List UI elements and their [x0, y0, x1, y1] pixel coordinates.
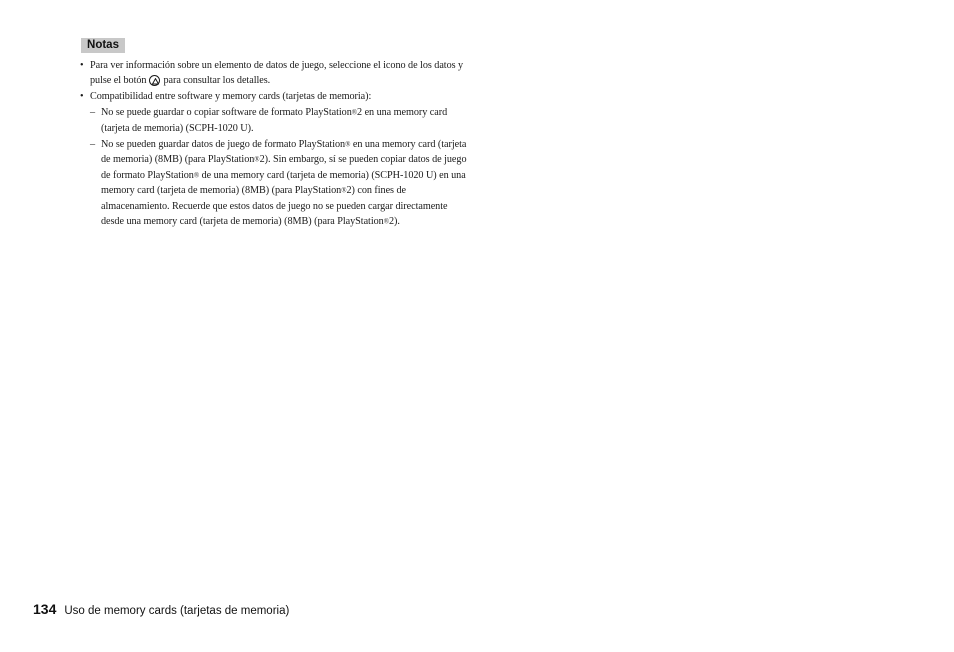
sub-text: 2). Sin embargo, sí se pueden copiar datos de juego de formato PlayStation [101, 154, 467, 181]
sub-text: No se puede guardar o copiar software de formato PlayStation [101, 107, 352, 118]
registered-mark: ® [193, 171, 200, 179]
bullet: • [80, 60, 84, 71]
registered-mark: ® [345, 140, 351, 148]
note-item-1 [80, 58, 472, 88]
note-text: Compatibilidad entre software y memory cards (tarjetas de memoria): [90, 91, 372, 102]
sub-text: de una memory card (tarjeta de memoria) (SCPH-1020 U) en una memory card (tarjeta de memoria) (8MB) (para PlayStation [101, 169, 466, 196]
dash: – [90, 107, 96, 118]
registered-mark: ® [341, 186, 347, 195]
bullet: • [80, 91, 84, 102]
notes-body [80, 58, 472, 229]
registered-mark: ® [351, 108, 358, 117]
registered-mark: ® [254, 155, 260, 164]
page-footer [33, 601, 289, 619]
dash: – [90, 138, 96, 150]
notes-heading: Notas [81, 38, 125, 53]
sub-text: en una memory card (tarjeta de memoria) (8MB) (para PlayStation [101, 138, 467, 165]
note-text: Para ver información sobre un elemento de datos de juego, seleccione el icono de los datos y pulse el botón [90, 60, 464, 86]
note-text-after: para consultar los detalles. [163, 75, 271, 86]
sub-item-1 [80, 105, 472, 136]
sub-text: 2 en una memory card (tarjeta de memoria) (SCPH-1020 U). [101, 107, 448, 134]
sub-text: 2) con fines de almacenamiento. Recuerde que estos datos de juego no se pueden cargar directamente desde una memory card (tarjeta de memoria) (8MB) (para PlayStation [101, 185, 448, 227]
note-item-2 [80, 89, 472, 104]
page-number: 134 [33, 601, 57, 617]
registered-mark: ® [383, 217, 389, 225]
sub-text: No se pueden guardar datos de juego de formato PlayStation [101, 138, 346, 150]
footer-title: Uso de memory cards (tarjetas de memoria) [64, 605, 290, 617]
sub-item-2 [80, 137, 472, 230]
sub-text: 2). [388, 215, 400, 227]
triangle-button-icon [149, 75, 160, 86]
